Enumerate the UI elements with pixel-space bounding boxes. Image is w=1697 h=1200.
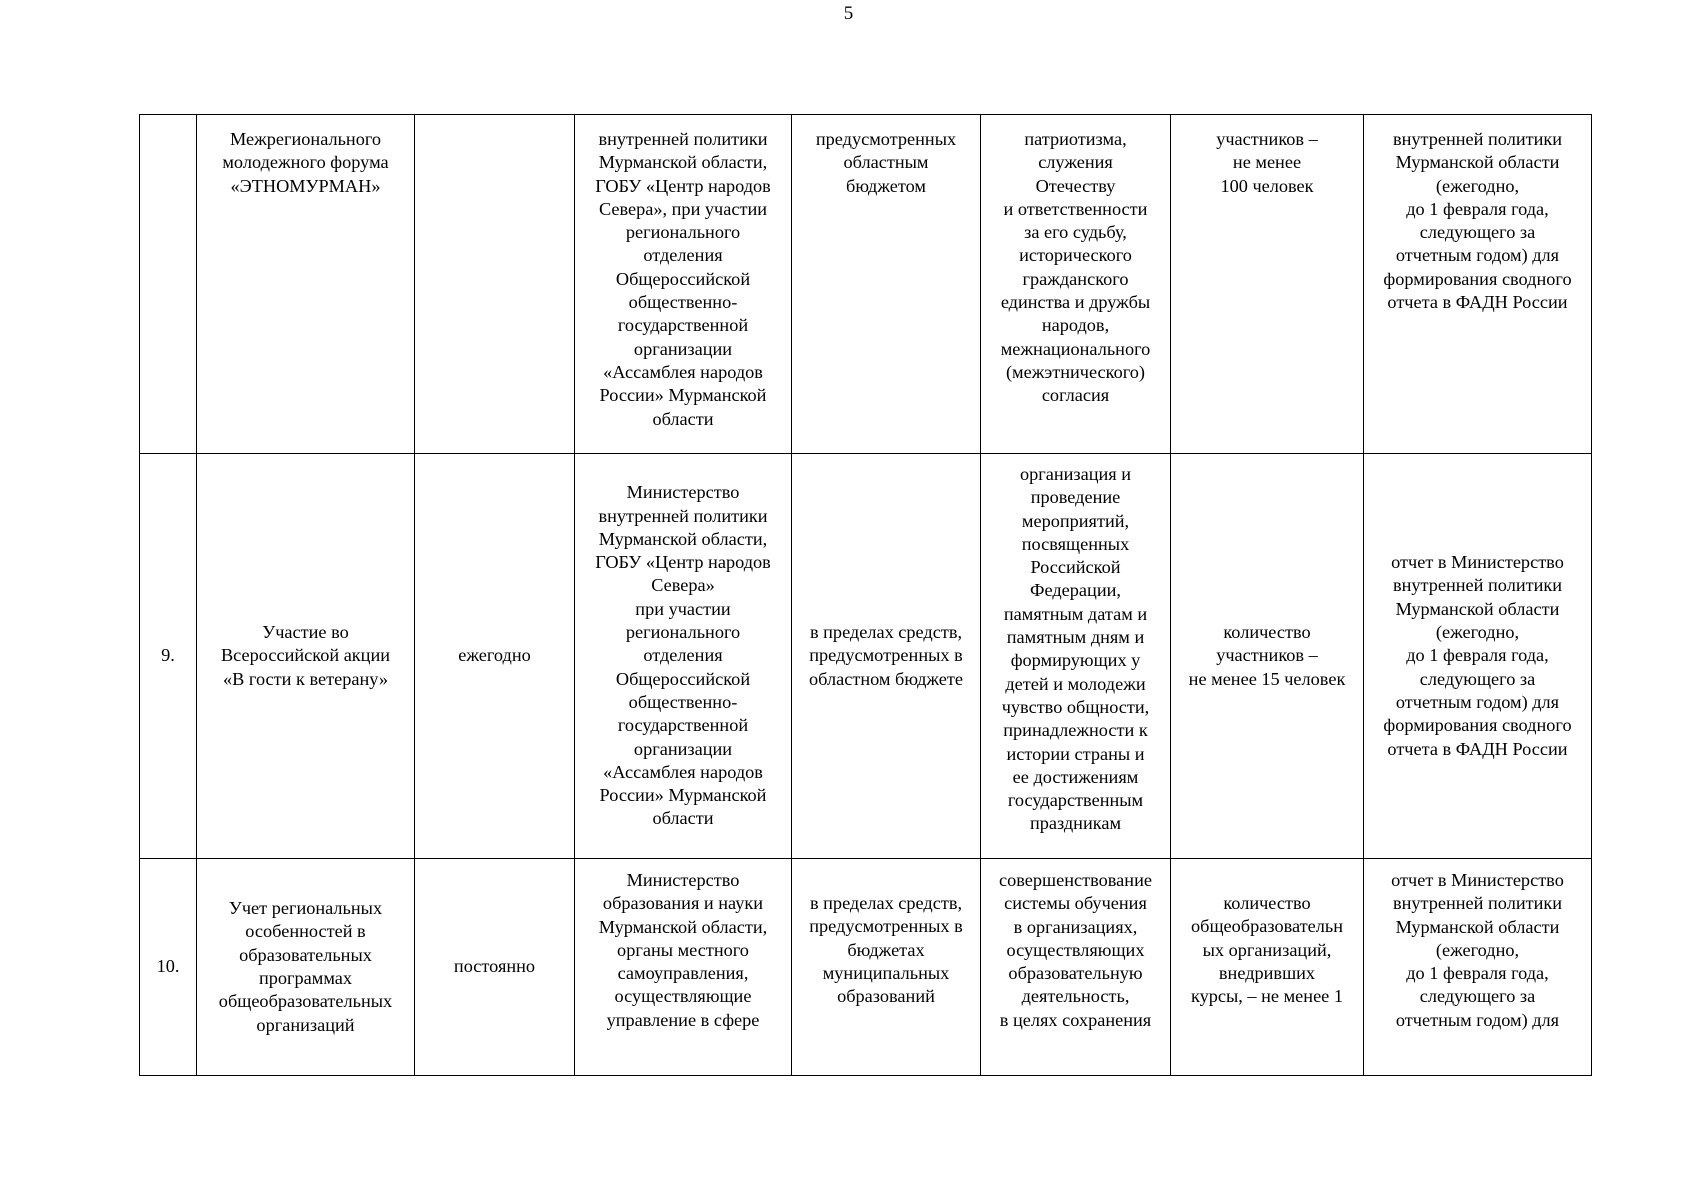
- event-name-cell: Межрегионального молодежного форума «ЭТНОМУРМАН»: [197, 115, 415, 454]
- goal-cell: организация и проведение мероприятий, посвященных Российской Федерации, памятным датам и памятным дням и формирующих у детей и молодежи чувство общности, принадлежности к истории страны и ее достижениям государственным праздникам: [981, 454, 1171, 859]
- table-row: [140, 454, 1592, 859]
- indicator-cell: участников – не менее 100 человек: [1171, 115, 1364, 454]
- funding-cell: в пределах средств, предусмотренных в областном бюджете: [792, 454, 981, 859]
- row-number-cell: 10.: [140, 859, 197, 1076]
- term-cell: ежегодно: [415, 454, 575, 859]
- row-number-cell: 9.: [140, 454, 197, 859]
- funding-cell: предусмотренных областным бюджетом: [792, 115, 981, 454]
- event-name-cell: Учет региональных особенностей в образовательных программах общеобразовательных организаций: [197, 859, 415, 1076]
- goal-cell: патриотизма, служения Отечеству и ответственности за его судьбу, исторического гражданского единства и дружбы народов, межнационального (межэтнического) согласия: [981, 115, 1171, 454]
- table-row: [140, 115, 1592, 454]
- term-cell: [415, 115, 575, 454]
- table-row: [140, 859, 1592, 1076]
- report-cell: отчет в Министерство внутренней политики Мурманской области (ежегодно, до 1 февраля года, следующего за отчетным годом) для: [1364, 859, 1592, 1076]
- page-number: 5: [843, 3, 854, 24]
- indicator-cell: количество общеобразовательн ых организаций, внедривших курсы, – не менее 1: [1171, 859, 1364, 1076]
- goal-cell: совершенствование системы обучения в организациях, осуществляющих образовательную деятельность, в целях сохранения: [981, 859, 1171, 1076]
- executors-cell: внутренней политики Мурманской области, ГОБУ «Центр народов Севера», при участии регионального отделения Общероссийской общественно- государственной организации «Ассамблея народов России» Мурманской области: [575, 115, 792, 454]
- event-name-cell: Участие во Всероссийской акции «В гости к ветерану»: [197, 454, 415, 859]
- funding-cell: в пределах средств, предусмотренных в бюджетах муниципальных образований: [792, 859, 981, 1076]
- executors-cell: Министерство внутренней политики Мурманской области, ГОБУ «Центр народов Севера» при участии регионального отделения Общероссийской общественно- государственной организации «Ассамблея народов России» Мурманской области: [575, 454, 792, 859]
- row-number-cell: [140, 115, 197, 454]
- report-cell: отчет в Министерство внутренней политики Мурманской области (ежегодно, до 1 февраля года, следующего за отчетным годом) для формирования сводного отчета в ФАДН России: [1364, 454, 1592, 859]
- executors-cell: Министерство образования и науки Мурманской области, органы местного самоуправления, осуществляющие управление в сфере: [575, 859, 792, 1076]
- term-cell: постоянно: [415, 859, 575, 1076]
- indicator-cell: количество участников – не менее 15 человек: [1171, 454, 1364, 859]
- report-cell: внутренней политики Мурманской области (ежегодно, до 1 февраля года, следующего за отчетным годом) для формирования сводного отчета в ФАДН России: [1364, 115, 1592, 454]
- measures-table: [139, 114, 1592, 1076]
